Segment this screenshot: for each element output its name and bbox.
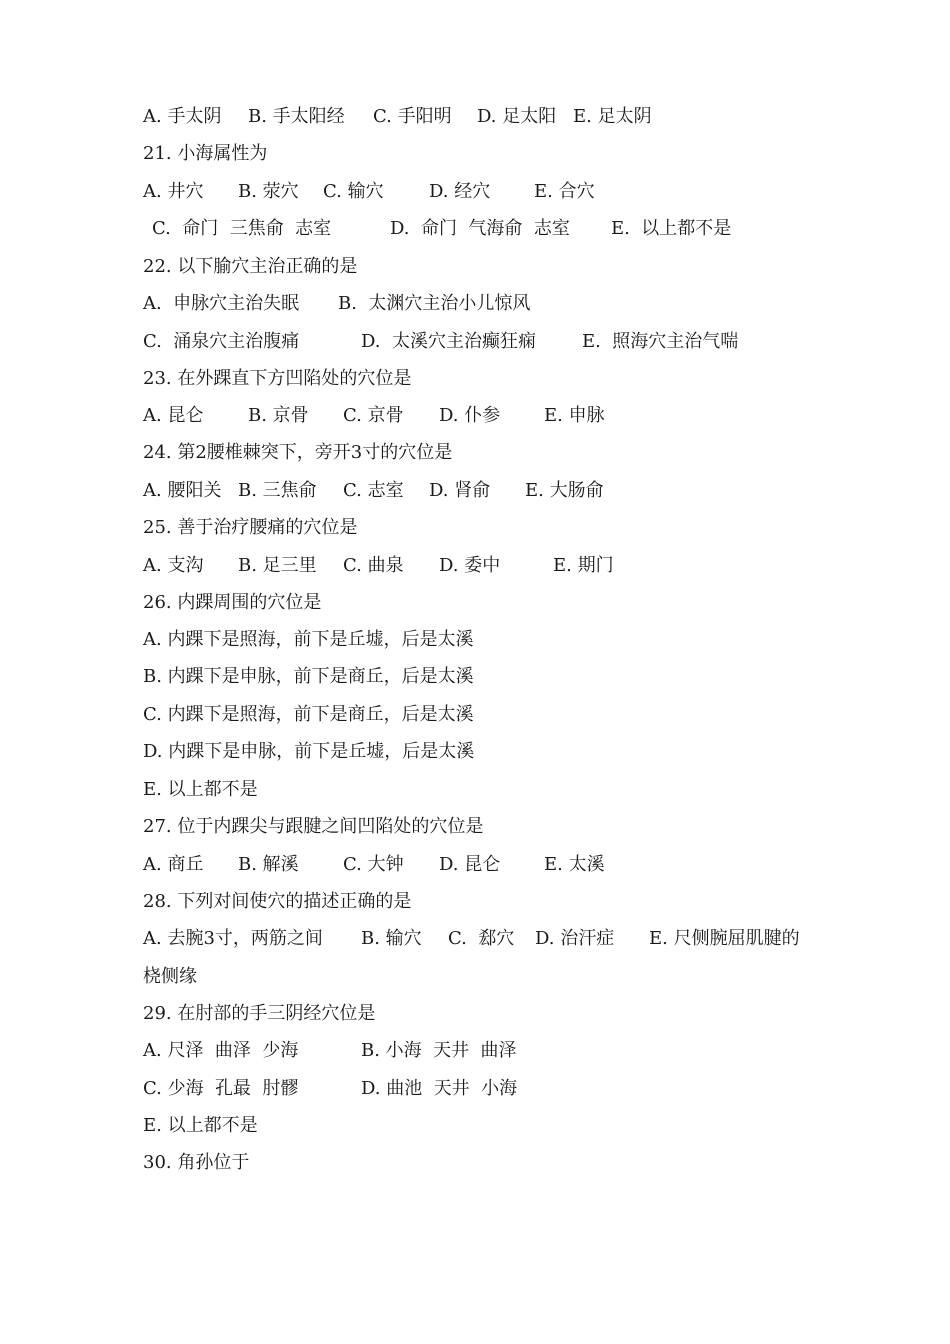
option-e: E. 以上都不是: [611, 218, 732, 239]
option-a: A. 内踝下是照海，前下是丘墟，后是太溪: [143, 629, 474, 650]
option-a: A. 腰阳关: [143, 480, 222, 501]
answer-options-line: [143, 401, 605, 431]
question-25: [143, 513, 358, 543]
option-b: B. 太渊穴主治小儿惊风: [338, 293, 531, 314]
option-d: D. 委中: [439, 555, 501, 576]
answer-options-line: [143, 102, 652, 132]
answer-option-line: [143, 700, 474, 730]
question-28: [143, 887, 412, 917]
answer-options-line: [143, 1074, 518, 1104]
option-c: C. 曲泉: [343, 555, 404, 576]
question-text: 28. 下列对间使穴的描述正确的是: [143, 891, 412, 912]
option-b: B. 荥穴: [238, 181, 299, 202]
question-27: [143, 812, 484, 842]
option-d: D. 昆仑: [439, 854, 501, 875]
answer-options-line: [143, 850, 605, 880]
option-a: A. 支沟: [143, 555, 204, 576]
answer-options-line: [143, 327, 739, 357]
option-c: C. 志室: [343, 480, 404, 501]
option-e: E. 以上都不是: [143, 779, 258, 800]
option-c: C. 命门 三焦俞 志室: [152, 218, 332, 239]
option-c: C. 涌泉穴主治腹痛: [143, 331, 300, 352]
option-e-continued: 桡侧缘: [143, 966, 197, 987]
option-a: A. 申脉穴主治失眠: [143, 293, 300, 314]
option-e: E. 尺侧腕屈肌腱的: [649, 928, 800, 949]
question-24: [143, 438, 453, 468]
option-c: C. 少海 孔最 肘髎: [143, 1078, 299, 1099]
option-a: A. 昆仑: [143, 405, 204, 426]
option-e: E. 足太阴: [573, 106, 652, 127]
question-text: 24. 第2腰椎棘突下，旁开3寸的穴位是: [143, 442, 453, 463]
option-d: D. 足太阳: [477, 106, 557, 127]
question-text: 25. 善于治疗腰痛的穴位是: [143, 517, 358, 538]
answer-options-line: [143, 476, 604, 506]
option-b: B. 足三里: [238, 555, 317, 576]
answer-options-line: [143, 214, 732, 244]
option-a: A. 手太阴: [143, 106, 222, 127]
answer-option-line: [143, 625, 474, 655]
answer-option-continuation: [143, 962, 197, 992]
question-23: [143, 364, 412, 394]
option-a: A. 井穴: [143, 181, 204, 202]
question-text: 29. 在肘部的手三阴经穴位是: [143, 1003, 376, 1024]
option-e: E. 太溪: [544, 854, 605, 875]
option-d: D. 肾俞: [429, 480, 491, 501]
option-e: E. 照海穴主治气喘: [582, 331, 739, 352]
option-b: B. 手太阳经: [248, 106, 345, 127]
option-c: C. 手阳明: [373, 106, 452, 127]
answer-options-line: [143, 289, 531, 319]
option-b: B. 解溪: [238, 854, 299, 875]
option-b: B. 内踝下是申脉，前下是商丘，后是太溪: [143, 666, 474, 687]
question-26: [143, 588, 322, 618]
question-30: [143, 1148, 250, 1178]
question-text: 30. 角孙位于: [143, 1152, 250, 1173]
option-c: C. 内踝下是照海，前下是商丘，后是太溪: [143, 704, 474, 725]
question-text: 27. 位于内踝尖与跟腱之间凹陷处的穴位是: [143, 816, 484, 837]
option-d: D. 太溪穴主治癫狂痫: [361, 331, 536, 352]
option-b: B. 输穴: [361, 928, 422, 949]
option-e: E. 合穴: [534, 181, 595, 202]
question-text: 23. 在外踝直下方凹陷处的穴位是: [143, 368, 412, 389]
question-text: 22. 以下腧穴主治正确的是: [143, 256, 358, 277]
question-text: 21. 小海属性为: [143, 143, 268, 164]
answer-option-line: [143, 662, 474, 692]
option-a: A. 商丘: [143, 854, 204, 875]
option-a: A. 尺泽 曲泽 少海: [143, 1040, 299, 1061]
question-text: 26. 内踝周围的穴位是: [143, 592, 322, 613]
option-e: E. 申脉: [544, 405, 605, 426]
option-d: D. 仆参: [439, 405, 501, 426]
answer-option-line: [143, 737, 475, 767]
option-d: D. 内踝下是申脉，前下是丘墟，后是太溪: [143, 741, 475, 762]
option-e: E. 以上都不是: [143, 1115, 258, 1136]
question-21: [143, 139, 268, 169]
answer-option-line: [143, 775, 258, 805]
answer-option-line: [143, 1111, 258, 1141]
option-d: D. 曲池 天井 小海: [361, 1078, 518, 1099]
question-22: [143, 252, 358, 282]
option-c: C. 输穴: [323, 181, 384, 202]
option-b: B. 京骨: [248, 405, 309, 426]
option-a: A. 去腕3寸，两筋之间: [143, 928, 323, 949]
option-c: C. 大钟: [343, 854, 404, 875]
option-d: D. 治汗症: [535, 928, 615, 949]
answer-options-line: [143, 177, 595, 207]
option-c: C. 郄穴: [448, 928, 515, 949]
option-c: C. 京骨: [343, 405, 404, 426]
answer-options-line: [143, 924, 800, 954]
option-b: B. 小海 天井 曲泽: [361, 1040, 517, 1061]
answer-options-line: [143, 1036, 517, 1066]
question-29: [143, 999, 376, 1029]
option-e: E. 期门: [553, 555, 614, 576]
option-d: D. 命门 气海俞 志室: [390, 218, 570, 239]
option-e: E. 大肠俞: [525, 480, 604, 501]
answer-options-line: [143, 551, 614, 581]
option-b: B. 三焦俞: [238, 480, 317, 501]
option-d: D. 经穴: [429, 181, 491, 202]
